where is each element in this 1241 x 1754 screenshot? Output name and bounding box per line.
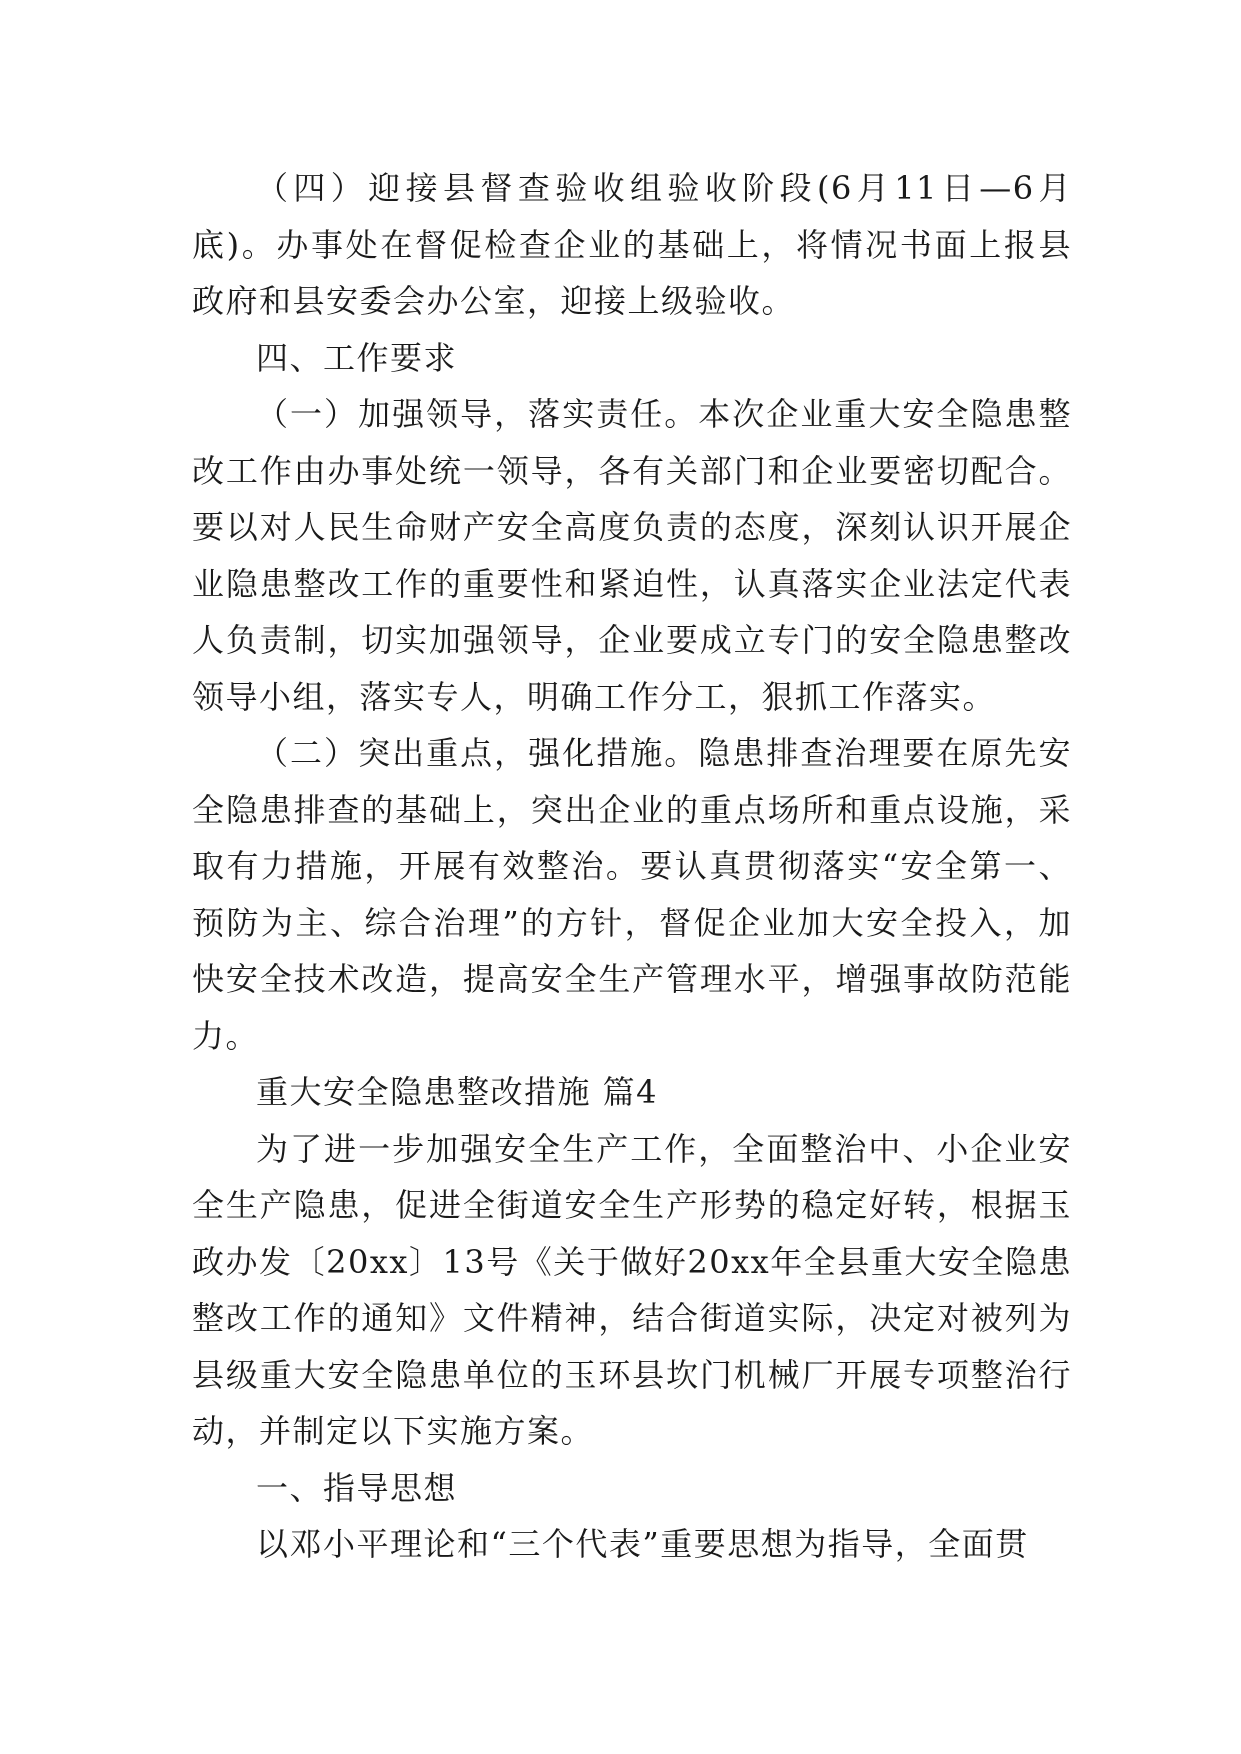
paragraph-leadership: （一）加强领导，落实责任。本次企业重大安全隐患整改工作由办事处统一领导，各有关部门和企业要密切配合。要以对人民生命财产安全高度负责的态度，深刻认识开展企业隐患整改工作的重要性和紧迫性，认真落实企业法定代表人负责制，切实加强领导，企业要成立专门的安全隐患整改领导小组，落实专人，明确工作分工，狠抓工作落实。 [192,395,1072,716]
paragraph-stage-four: （四）迎接县督查验收组验收阶段(6月11日—6月底)。办事处在督促检查企业的基础上，将情况书面上报县政府和县安委会办公室，迎接上级验收。 [192,169,1072,320]
article-heading-part-4: 重大安全隐患整改措施 篇4 [256,1073,659,1111]
section-heading-guiding-ideology: 一、指导思想 [256,1468,458,1507]
paragraph-introduction: 为了进一步加强安全生产工作，全面整治中、小企业安全生产隐患，促进全街道安全生产形势的稳定好转，根据玉政办发〔20xx〕13号《关于做好20xx年全县重大安全隐患整改工作的通知》文件精神，结合街道实际，决定对被列为县级重大安全隐患单位的玉环县坎门机械厂开展专项整治行动，并制定以下实施方案。 [192,1129,1072,1450]
paragraph-key-measures: （二）突出重点，强化措施。隐患排查治理要在原先安全隐患排查的基础上，突出企业的重点场所和重点设施，采取有力措施，开展有效整治。要认真贯彻落实“安全第一、预防为主、综合治理”的方针，督促企业加大安全投入，加快安全技术改造，提高安全生产管理水平，增强事故防范能力。 [192,734,1072,1055]
document-body [192,160,1072,1573]
section-heading-work-requirements: 四、工作要求 [256,338,458,377]
paragraph-guiding-ideology: 以邓小平理论和“三个代表”重要思想为指导，全面贯 [256,1525,1029,1563]
